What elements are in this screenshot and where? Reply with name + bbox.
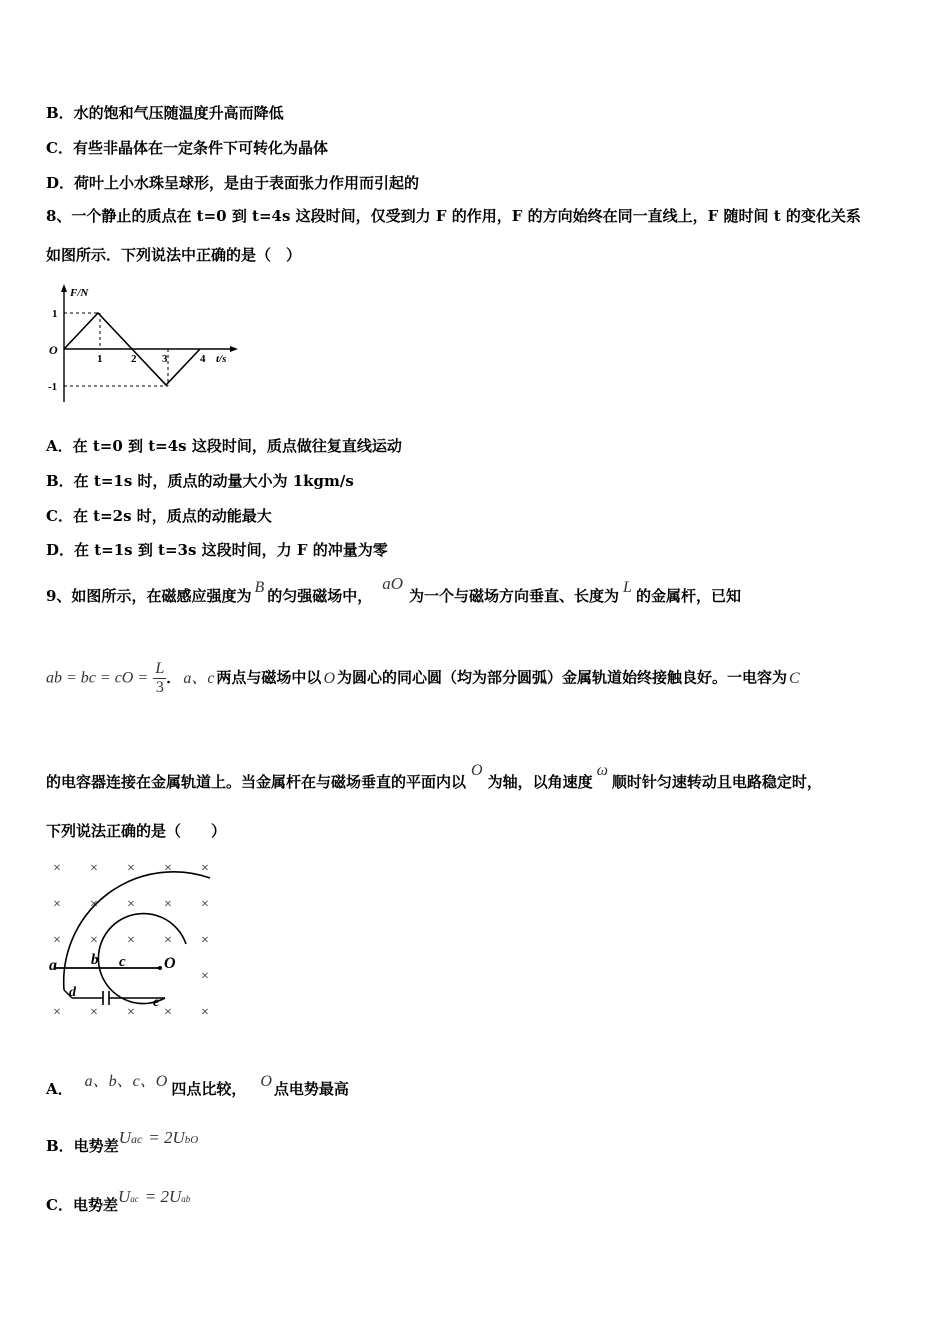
origin-label: O: [49, 343, 58, 357]
q8-option-b: B．在 t=1s 时，质点的动量大小为 1kgm/s: [46, 472, 354, 490]
q8-stem-line1: 8、一个静止的质点在 t=0 到 t=4s 这段时间，仅受到力 F 的作用，F 的方向始终在同一直线上，F 随时间 t 的变化关系: [46, 207, 861, 225]
var-abcO: a、b、c、O: [84, 1073, 168, 1090]
label-c: c: [119, 954, 126, 970]
field-cross-mark: ×: [90, 897, 98, 912]
field-cross-mark: ×: [164, 861, 172, 876]
field-cross-mark: ×: [164, 897, 172, 912]
q9-magnetic-field-figure: [40, 848, 230, 1018]
x-axis-label: t/s: [216, 353, 227, 365]
field-cross-mark: ×: [201, 969, 209, 984]
field-cross-mark: ×: [53, 933, 61, 948]
var-a-c: a、c: [183, 669, 215, 687]
y-tick-pos: 1: [52, 308, 58, 320]
q7-option-d: D．荷叶上小水珠呈球形，是由于表面张力作用而引起的: [46, 174, 420, 192]
field-cross-mark: ×: [127, 861, 135, 876]
field-cross-mark: ×: [201, 933, 209, 948]
field-cross-mark: ×: [90, 1005, 98, 1018]
field-cross-mark: ×: [201, 861, 209, 876]
q9-option-a: A． a、b、c、O 四点比较， O 点电势最高: [46, 1073, 349, 1098]
var-U-ac: U: [118, 1128, 131, 1147]
x-tick-3: 3: [162, 353, 168, 365]
label-e: e: [153, 995, 160, 1010]
field-cross-mark: ×: [127, 897, 135, 912]
q8-option-c: C．在 t=2s 时，质点的动能最大: [46, 507, 272, 525]
field-cross-mark: ×: [127, 1005, 135, 1018]
var-O-axis: O: [471, 762, 483, 779]
field-cross-mark: ×: [164, 1005, 172, 1018]
label-O: O: [164, 955, 176, 972]
field-cross-mark: ×: [201, 1005, 209, 1018]
var-C: C: [789, 669, 800, 687]
q9-option-c: C．电势差Uac = 2Uab: [46, 1187, 191, 1214]
var-2U-bO: = 2U: [148, 1128, 185, 1147]
q9-stem-line2: ab = bc = cO = $\frac{L}{3}$ ． a、c 两点与磁场中以 O 为圆心的同心圆（均为部分圆弧）金属轨道始终接触良好。一电容为 C: [46, 660, 800, 696]
field-cross-mark: ×: [53, 897, 61, 912]
q7-option-b: B．水的饱和气压随温度升高而降低: [46, 104, 284, 122]
var-O: O: [323, 669, 335, 687]
q9-stem-line1: 9、如图所示，在磁感应强度为 B 的匀强磁场中，aO为一个与磁场方向垂直、长度为 L 的金属杆，已知: [46, 574, 741, 605]
q8-stem-line2: 如图所示．下列说法中正确的是（ ）: [46, 246, 302, 264]
label-a: a: [49, 957, 57, 974]
label-d: d: [69, 985, 76, 1000]
field-cross-mark: ×: [201, 897, 209, 912]
x-tick-2: 2: [131, 353, 137, 365]
q8-option-d: D．在 t=1s 到 t=3s 这段时间，力 F 的冲量为零: [46, 541, 388, 559]
y-tick-neg: -1: [48, 381, 58, 393]
field-cross-mark: ×: [127, 933, 135, 948]
field-cross-mark: ×: [53, 861, 61, 876]
q7-option-c: C．有些非晶体在一定条件下可转化为晶体: [46, 139, 328, 157]
equation-ab-bc-cO: ab = bc = cO =: [46, 669, 149, 687]
y-axis-label: F/N: [70, 287, 89, 299]
field-cross-mark: ×: [164, 933, 172, 948]
var-B: B: [254, 579, 265, 596]
var-U-ac-c: U: [117, 1187, 131, 1206]
q8-force-time-graph: [44, 282, 244, 410]
q9-stem-line3: 的电容器连接在金属轨道上。当金属杆在与磁场垂直的平面内以O为轴，以角速度ω顺时针匀速转动且电路稳定时，: [46, 762, 822, 791]
field-cross-mark: ×: [90, 861, 98, 876]
var-L: L: [623, 579, 632, 596]
label-b: b: [91, 952, 99, 968]
field-cross-mark: ×: [53, 1005, 61, 1018]
q8-option-a: A．在 t=0 到 t=4s 这段时间，质点做往复直线运动: [46, 437, 402, 455]
var-aO: aO: [382, 574, 404, 593]
fraction-L-over-3: $\frac{L}{3}$: [155, 660, 165, 696]
x-tick-4: 4: [200, 353, 206, 365]
var-O-highest: O: [260, 1073, 272, 1090]
var-2U-ab: = 2U: [144, 1187, 182, 1206]
q9-stem-line4: 下列说法正确的是（ ）: [46, 822, 227, 840]
x-tick-1: 1: [97, 353, 103, 365]
q9-option-b: B．电势差Uac = 2UbO: [46, 1128, 199, 1155]
var-omega: ω: [596, 762, 608, 779]
field-cross-mark: ×: [90, 933, 98, 948]
outer-track-arc: [64, 872, 210, 990]
